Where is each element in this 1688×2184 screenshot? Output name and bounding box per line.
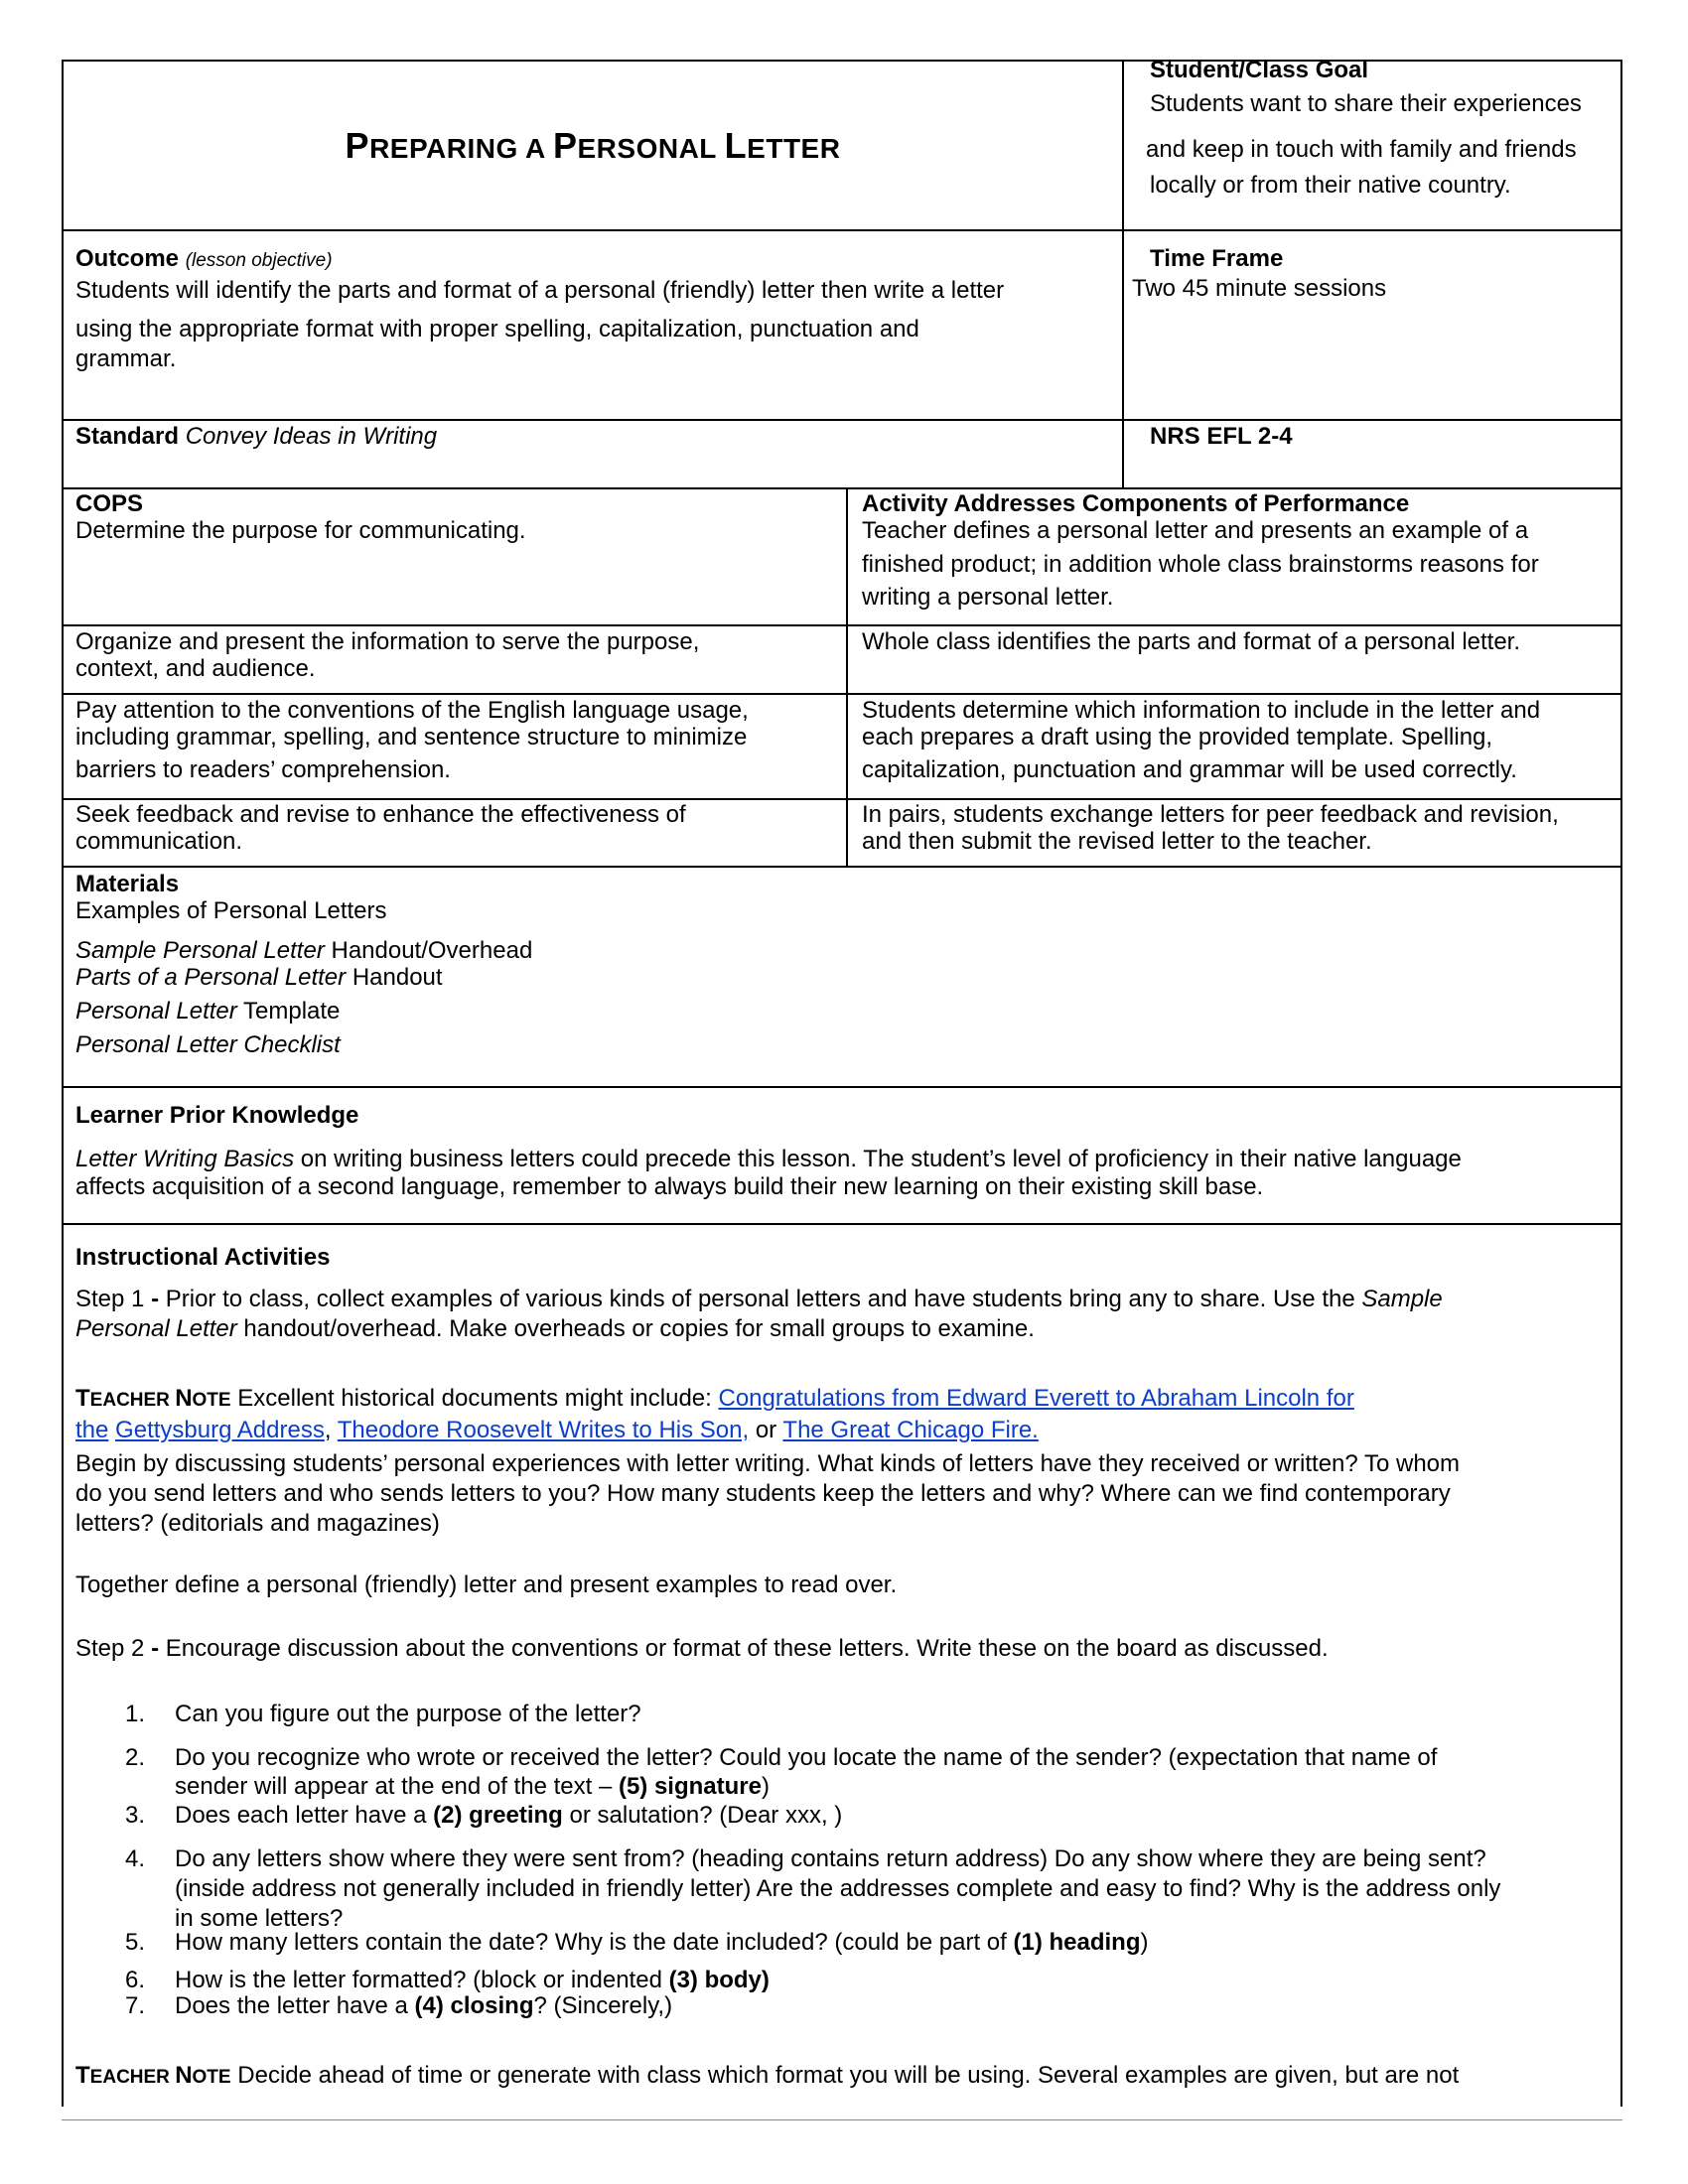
cops-text: Determine the purpose for communicating. xyxy=(75,517,526,544)
time-frame-value: Two 45 minute sessions xyxy=(1132,275,1387,302)
outcome-text-3: grammar. xyxy=(75,345,177,372)
cops-header: COPS xyxy=(75,490,144,517)
cops-text: barriers to readers’ comprehension. xyxy=(75,756,451,783)
question-list xyxy=(75,1700,1609,2021)
teacher-note-2: TEACHER NOTE Decide ahead of time or generate with class which format you will be using. Several examples are given, but are not xyxy=(75,2062,1460,2089)
goal-text-2: and keep in touch with family and friends xyxy=(1146,136,1577,163)
cops-text: including grammar, spelling, and sentence structure to minimize xyxy=(75,724,748,751)
time-frame-cell xyxy=(1132,244,1622,304)
link-everett-lincoln[interactable]: Congratulations from Edward Everett to Abraham Lincoln for xyxy=(718,1385,1354,1412)
cops-text: Pay attention to the conventions of the English language usage, xyxy=(75,697,749,724)
goal-cell xyxy=(1136,56,1622,201)
goal-text-3: locally or from their native country. xyxy=(1150,172,1511,199)
time-frame-label: Time Frame xyxy=(1150,245,1284,272)
materials-item: Parts of a Personal Letter Handout xyxy=(75,964,443,991)
list-item: 5. How many letters contain the date? Why is the date included? (could be part of (1) heading) xyxy=(125,1929,1149,1956)
lesson-plan-page xyxy=(62,57,1622,2105)
activities-cell xyxy=(62,1243,1622,2093)
list-item: 2. Do you recognize who wrote or received the letter? Could you locate the name of the sender? (expectation that name of sender will appear at the end of the text – (5) signature) xyxy=(125,1744,1438,1800)
materials-label: Materials xyxy=(75,871,180,897)
list-item: 3. Does each letter have a (2) greeting or salutation? (Dear xxx, ) xyxy=(125,1802,843,1829)
list-item: 4. Do any letters show where they were sent from? (heading contains return address) Do any show where they are being sent? (inside address not generally included in friendly letter) Are the addresses complete and easy to find? Why is the address only in some letters? xyxy=(125,1845,1501,1932)
activity-text: each prepares a draft using the provided template. Spelling, xyxy=(862,724,1493,751)
cops-right-2 xyxy=(848,628,1622,655)
prior-knowledge-cell xyxy=(62,1102,1622,1201)
activities-label: Instructional Activities xyxy=(75,1244,331,1271)
activity-text: capitalization, punctuation and grammar will be used correctly. xyxy=(862,756,1517,783)
activity-text: Whole class identifies the parts and format of a personal letter. xyxy=(862,628,1521,655)
cops-right-1 xyxy=(848,490,1622,611)
teacher-note-links: the Gettysburg Address, Theodore Roosevelt Writes to His Son, or The Great Chicago Fire. xyxy=(75,1417,1039,1443)
step-2-text: Step 2 - Encourage discussion about the conventions or format of these letters. Write these on the board as discussed. xyxy=(75,1635,1329,1662)
standard-cell xyxy=(62,422,1122,452)
activity-text: finished product; in addition whole class brainstorms reasons for xyxy=(862,551,1539,578)
cops-text: Organize and present the information to serve the purpose, xyxy=(75,628,700,655)
cops-text: context, and audience. xyxy=(75,655,316,682)
outcome-text-1: Students will identify the parts and format of a personal (friendly) letter then write a letter xyxy=(75,277,1005,304)
cops-text: Seek feedback and revise to enhance the effectiveness of xyxy=(75,801,686,828)
outcome-label: Outcome xyxy=(75,245,180,272)
page-title: PREPARING A PERSONAL LETTER xyxy=(345,125,841,166)
discussion-text-3: letters? (editorials and magazines) xyxy=(75,1510,440,1537)
goal-text-1: Students want to share their experiences xyxy=(1150,90,1582,117)
link-roosevelt[interactable]: Theodore Roosevelt Writes to His Son, xyxy=(337,1417,750,1443)
list-item: 6. How is the letter formatted? (block or indented (3) body) xyxy=(125,1967,770,1993)
cops-right-4 xyxy=(848,801,1622,855)
activity-text: Students determine which information to include in the letter and xyxy=(862,697,1541,724)
teacher-note-1: TEACHER NOTE Excellent historical documents might include: Congratulations from Edward Everett to Abraham Lincoln for xyxy=(75,1385,1354,1412)
standard-label: Standard xyxy=(75,423,180,450)
activity-header: Activity Addresses Components of Performance xyxy=(862,490,1410,517)
prior-text-2: affects acquisition of a second language, remember to always build their new learning on their existing skill base. xyxy=(75,1173,1264,1200)
step-1-text: Step 1 - Prior to class, collect examples of various kinds of personal letters and have students bring any to share. Use the Sample xyxy=(75,1286,1443,1312)
discussion-text-1: Begin by discussing students’ personal experiences with letter writing. What kinds of letters have they received or written? To whom xyxy=(75,1450,1461,1477)
activity-text: In pairs, students exchange letters for peer feedback and revision, xyxy=(862,801,1559,828)
prior-knowledge-label: Learner Prior Knowledge xyxy=(75,1102,359,1129)
cops-text: communication. xyxy=(75,828,243,855)
list-item: 7. Does the letter have a (4) closing? (Sincerely,) xyxy=(125,1992,673,2019)
link-everett-lincoln-cont[interactable]: the xyxy=(75,1417,109,1443)
discussion-text-2: do you send letters and who sends letters to you? How many students keep the letters and why? Where can we find contemporary xyxy=(75,1480,1451,1507)
standard-value: Convey Ideas in Writing xyxy=(185,423,438,450)
activity-text: writing a personal letter. xyxy=(862,584,1114,611)
cops-left-1 xyxy=(62,490,846,544)
goal-label: Student/Class Goal xyxy=(1150,57,1369,83)
materials-item: Examples of Personal Letters xyxy=(75,897,387,924)
materials-item: Personal Letter Checklist xyxy=(75,1031,341,1058)
prior-text-1: Letter Writing Basics on writing business letters could precede this lesson. The student’s level of proficiency in their native language xyxy=(75,1146,1462,1172)
materials-cell xyxy=(62,871,1622,1058)
activity-text: Teacher defines a personal letter and presents an example of a xyxy=(862,517,1529,544)
outcome-text-2: using the appropriate format with proper spelling, capitalization, punctuation and xyxy=(75,316,919,342)
define-text: Together define a personal (friendly) letter and present examples to read over. xyxy=(75,1571,898,1598)
cops-right-3 xyxy=(848,697,1622,783)
nrs-cell xyxy=(1136,422,1622,452)
outcome-sub: (lesson objective) xyxy=(185,250,333,271)
cops-left-3 xyxy=(62,697,846,783)
list-item: 1. Can you figure out the purpose of the letter? xyxy=(125,1701,641,1727)
activity-text: and then submit the revised letter to the teacher. xyxy=(862,828,1372,855)
nrs-value: NRS EFL 2-4 xyxy=(1150,423,1293,450)
link-gettysburg[interactable]: Gettysburg Address xyxy=(115,1417,325,1443)
materials-item: Sample Personal Letter Handout/Overhead xyxy=(75,937,533,964)
link-chicago-fire[interactable]: The Great Chicago Fire. xyxy=(782,1417,1039,1443)
outcome-cell xyxy=(62,244,1122,374)
step-1-text-2: Personal Letter handout/overhead. Make overheads or copies for small groups to examine. xyxy=(75,1315,1035,1342)
cops-left-2 xyxy=(62,628,846,682)
cops-left-4 xyxy=(62,801,846,855)
materials-item: Personal Letter Template xyxy=(75,998,341,1024)
